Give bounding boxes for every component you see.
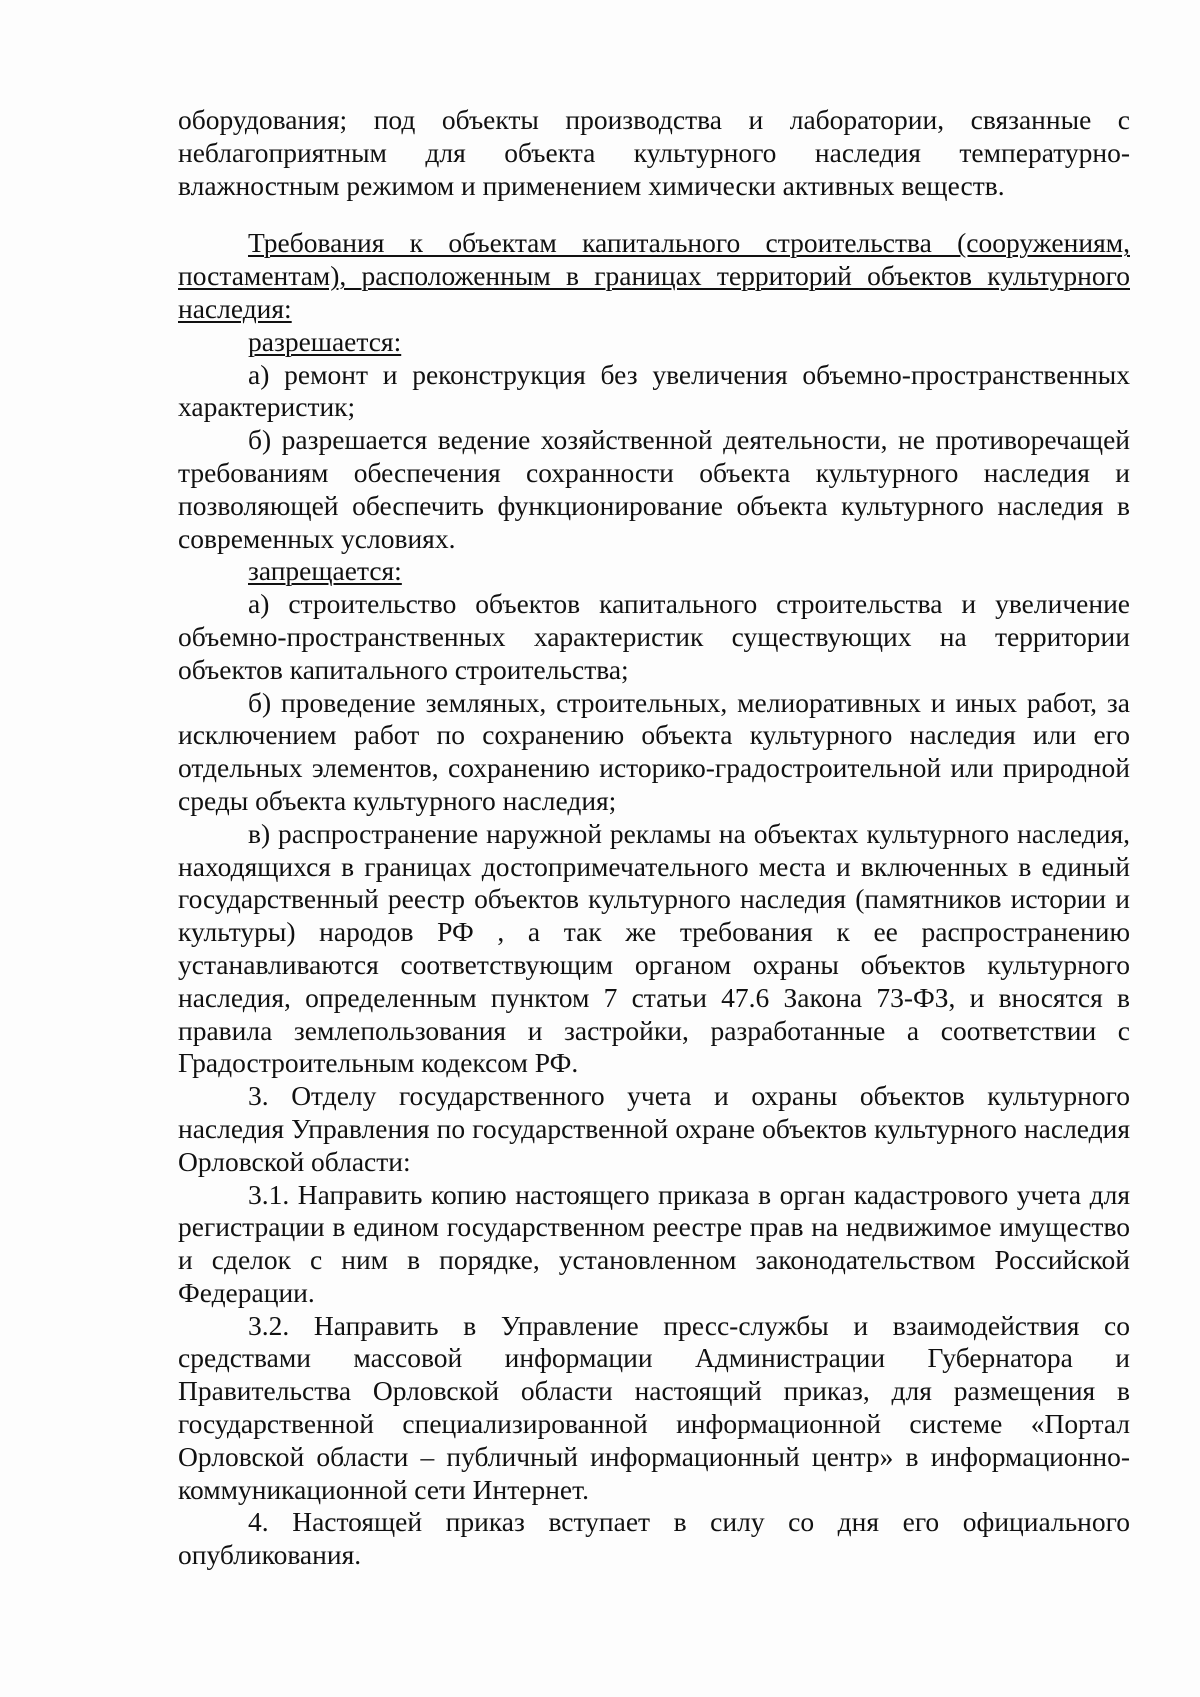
clause-3-1: 3.1. Направить копию настоящего приказа в орган кадастрового учета для регистрации в едином государственном реестре прав на недвижимое имущество и сделок с ним в порядке, установленном законодательством Российской Федерации. xyxy=(178,1178,1130,1308)
clause-4: 4. Настоящей приказ вступает в силу со дня его официального опубликования. xyxy=(178,1506,1130,1571)
allowed-item-a: а) ремонт и реконструкция без увеличения объемно-пространственных характеристик; xyxy=(178,358,1130,423)
document-body xyxy=(178,104,1130,1572)
forbidden-item-a: а) строительство объектов капитального строительства и увеличение объемно-пространственных характеристик существующих на территории объектов капитального строительства; xyxy=(178,588,1130,685)
forbidden-item-b: б) проведение земляных, строительных, мелиоративных и иных работ, за исключением работ по сохранению объекта культурного наследия или его отдельных элементов, сохранению историко-градостроительной или природной среды объекта культурного наследия; xyxy=(178,686,1130,816)
allowed-label: разрешается: xyxy=(248,325,402,357)
forbidden-item-c: в) распространение наружной рекламы на объектах культурного наследия, находящихся в границах достопримечательного места и включенных в единый государственный реестр объектов культурного наследия (памятников истории и культуры) народов РФ , а так же требования к ее распространению устанавливаются соответствующим органом охраны объектов культурного наследия, определенным пунктом 7 статьи 47.6 Закона 73-ФЗ, и вносятся в правила землепользования и застройки, разработанные а соответствии с Градостроительным кодексом РФ. xyxy=(178,817,1130,1079)
intro-paragraph: оборудования; под объекты производства и лаборатории, связанные с неблагоприятным для объекта культурного наследия температурно-влажностным режимом и применением химически активных веществ. xyxy=(178,104,1130,201)
allowed-item-b: б) разрешается ведение хозяйственной деятельности, не противоречащей требованиям обеспечения сохранности объекта культурного наследия и позволяющей обеспечить функционирование объекта культурного наследия в современных условиях. xyxy=(178,424,1130,554)
forbidden-label: запрещается: xyxy=(248,555,402,587)
clause-3-2: 3.2. Направить в Управление пресс-службы и взаимодействия со средствами массовой информации Администрации Губернатора и Правительства Орловской области настоящий приказ, для размещения в государственной специализированной информационной системе «Портал Орловской области – публичный информационный центр» в информационно-коммуникационной сети Интернет. xyxy=(178,1309,1130,1505)
requirements-heading: Требования к объектам капитального строительства (сооружениям, постаментам), расположенным в границах территорий объектов культурного наследия: xyxy=(178,227,1130,324)
clause-3: 3. Отделу государственного учета и охраны объектов культурного наследия Управления по государственной охране объектов культурного наследия Орловской области: xyxy=(178,1080,1130,1177)
